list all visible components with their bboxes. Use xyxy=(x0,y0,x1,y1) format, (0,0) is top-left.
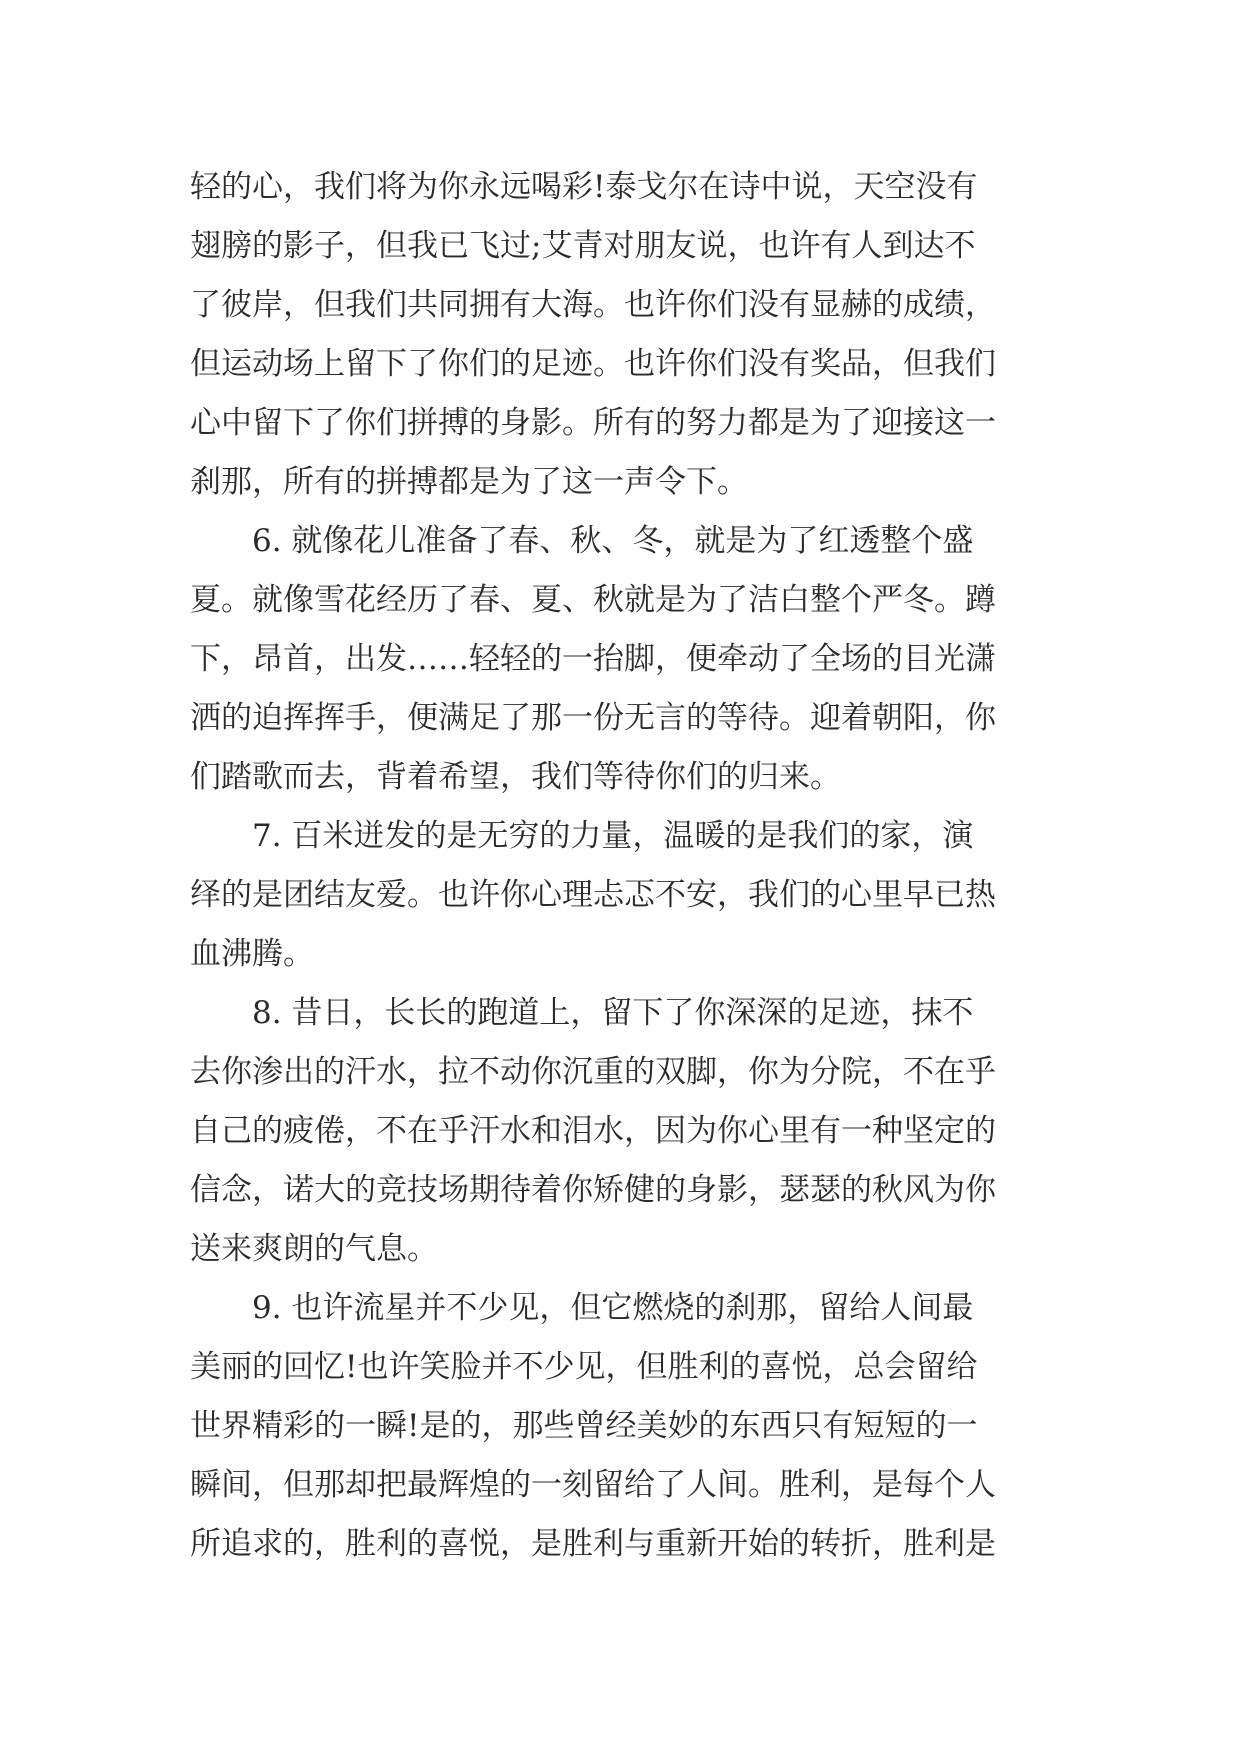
text-line: 轻的心，我们将为你永远喝彩!泰戈尔在诗中说，天空没有 xyxy=(190,169,978,205)
text-line: 7. 百米迸发的是无穷的力量，温暖的是我们的家，演 xyxy=(252,818,974,854)
text-line: 翅膀的影子，但我已飞过;艾青对朋友说，也许有人到达不 xyxy=(190,228,976,264)
paragraph-continuation xyxy=(190,158,1060,512)
text-line: 洒的迫挥挥手，便满足了那一份无言的等待。迎着朝阳，你 xyxy=(190,700,996,736)
paragraph-6 xyxy=(190,512,1060,807)
text-line: 送来爽朗的气息。 xyxy=(190,1231,438,1267)
text-line: 血沸腾。 xyxy=(190,936,314,972)
paragraph-7 xyxy=(190,807,1060,984)
text-line: 但运动场上留下了你们的足迹。也许你们没有奖品，但我们 xyxy=(190,346,996,382)
text-line: 8. 昔日，长长的跑道上，留下了你深深的足迹，抹不 xyxy=(252,995,974,1031)
text-line: 自己的疲倦，不在乎汗水和泪水，因为你心里有一种坚定的 xyxy=(190,1113,996,1149)
paragraph-9 xyxy=(190,1279,1060,1574)
text-line: 所追求的，胜利的喜悦，是胜利与重新开始的转折，胜利是 xyxy=(190,1526,996,1562)
text-line: 9. 也许流星并不少见，但它燃烧的刹那，留给人间最 xyxy=(252,1290,974,1326)
text-line: 下，昂首，出发……轻轻的一抬脚，便牵动了全场的目光潇 xyxy=(190,641,996,677)
text-line: 世界精彩的一瞬!是的，那些曾经美妙的东西只有短短的一 xyxy=(190,1408,978,1444)
document-body xyxy=(190,158,1060,1574)
text-line: 美丽的回忆!也许笑脸并不少见，但胜利的喜悦，总会留给 xyxy=(190,1349,978,1385)
text-line: 们踏歌而去，背着希望，我们等待你们的归来。 xyxy=(190,759,841,795)
paragraph-8 xyxy=(190,984,1060,1279)
text-line: 去你渗出的汗水，拉不动你沉重的双脚，你为分院，不在乎 xyxy=(190,1054,996,1090)
text-line: 瞬间，但那却把最辉煌的一刻留给了人间。胜利，是每个人 xyxy=(190,1467,996,1503)
text-line: 刹那，所有的拼搏都是为了这一声令下。 xyxy=(190,464,748,500)
text-line: 6. 就像花儿准备了春、秋、冬，就是为了红透整个盛 xyxy=(252,523,974,559)
text-line: 夏。就像雪花经历了春、夏、秋就是为了洁白整个严冬。蹲 xyxy=(190,582,996,618)
text-line: 绎的是团结友爱。也许你心理忐忑不安，我们的心里早已热 xyxy=(190,877,996,913)
text-line: 信念，诺大的竞技场期待着你矫健的身影，瑟瑟的秋风为你 xyxy=(190,1172,996,1208)
text-line: 心中留下了你们拼搏的身影。所有的努力都是为了迎接这一 xyxy=(190,405,996,441)
text-line: 了彼岸，但我们共同拥有大海。也许你们没有显赫的成绩， xyxy=(190,287,996,323)
